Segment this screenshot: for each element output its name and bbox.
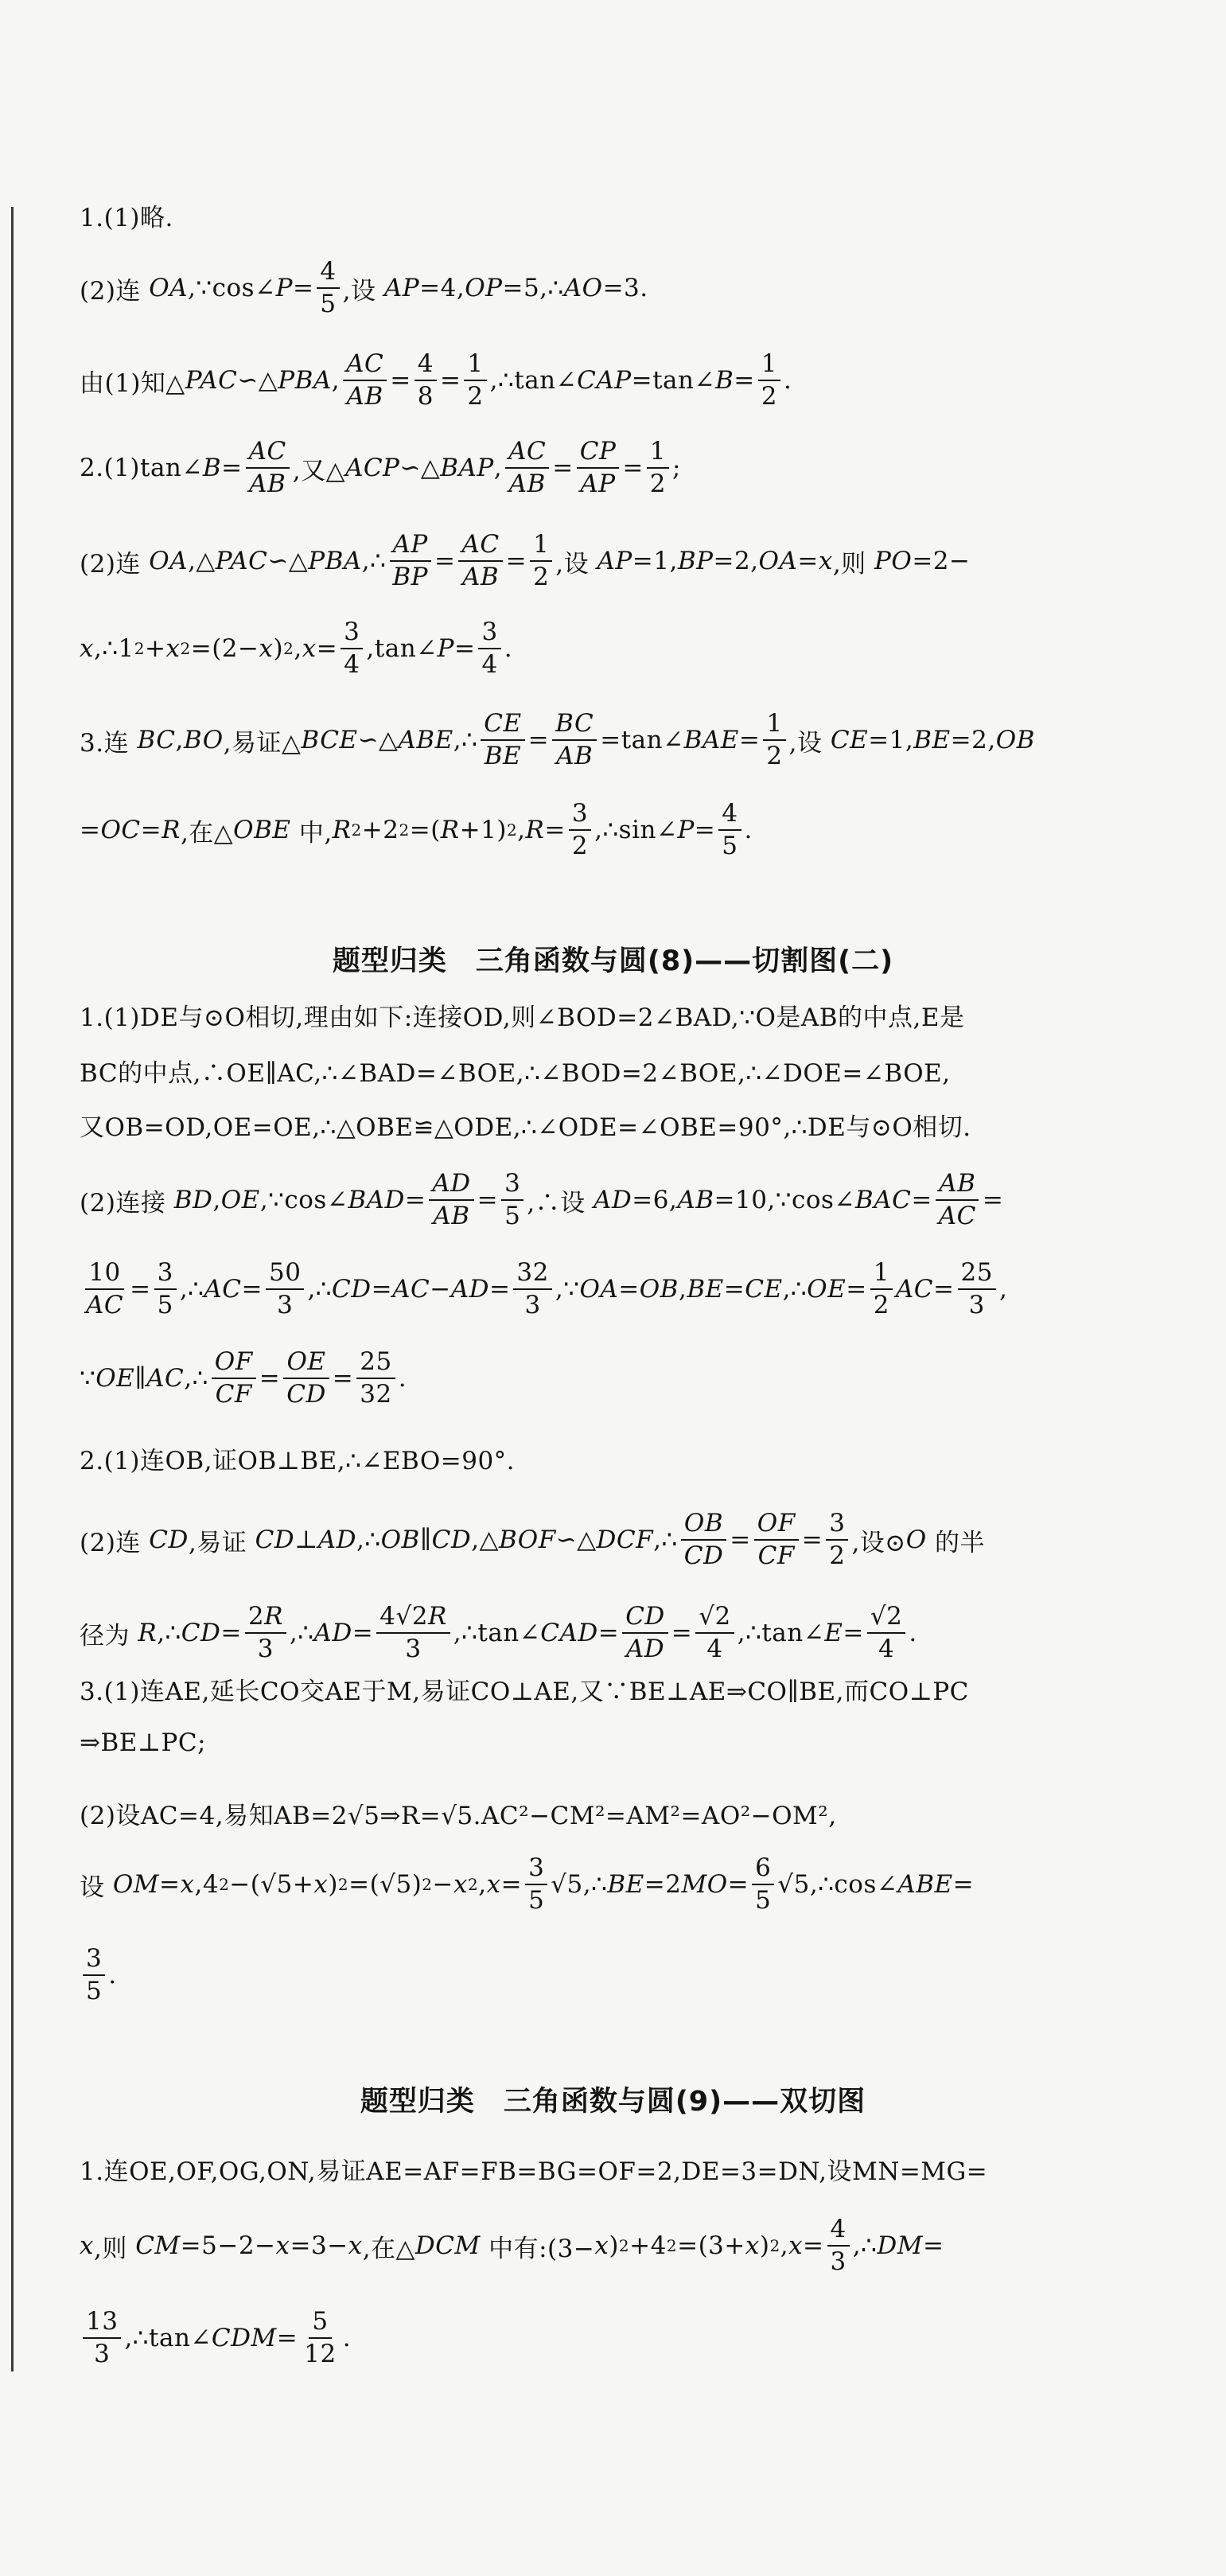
solution-line: $\frac{13}{3}$ ,∴tan∠ CDM = $\frac{5}{12}$ . [80,2306,1114,2370]
solution-line: 2.(1)tan∠ B = $\frac{AC}{AB}$ ,又△ ACP ∽△ BAP , $\frac{AC}{AB}$ = $\frac{CP}{AP}$ = $\frac{1}{2}$ ; [80,437,681,498]
solution-line: BC的中点,∴OE∥AC,∴∠BAD=∠BOE,∴∠BOD=2∠BOE,∴∠DOE=∠BOE, [80,1058,951,1088]
section-heading: 题型归类 三角函数与圆(8)——切割图(二) [332,945,894,977]
solution-line: 3.(1)连AE,延长CO交AE于M,易证CO⊥AE,又∵BE⊥AE⇒CO∥BE,而CO⊥PC [80,1677,969,1706]
solution-line: 设 OM = x ,4 2 −(√5+ x ) 2 =(√5) 2 − x 2 , x = $\frac{3}{5}$ √5,∴ BE =2 MO = $\frac{6}{5}$ √5,∴cos∠ ABE = [80,1853,975,1915]
solution-line: x ,∴1 2 + x 2 =(2− x ) 2 , x = $\frac{3}{4}$ ,tan∠ P = $\frac{3}{4}$ . [80,618,513,679]
solution-line: (2)连 OA ,∵cos∠ P = $\frac{4}{5}$ ,设 AP =4, OP =5,∴ AO =3. [80,257,648,318]
solution-line: (2)连 CD ,易证 CD ⊥ AD ,∴ OB ∥ CD ,△ BOF ∽△ DCF ,∴ $\frac{OB}{CD}$ = $\frac{OF}{CF}$ = $\frac{3}{2}$ ,设⊙ O 的半 [80,1509,986,1570]
solution-line: (2)连 OA ,△ PAC ∽△ PBA ,∴ $\frac{AP}{BP}$ = $\frac{AC}{AB}$ = $\frac{1}{2}$ ,设 AP =1, BP =2, OA = x ,则 PO =2− [80,530,971,591]
solution-line: ⇒BE⊥PC; [80,1728,207,1757]
solution-line: 1.连OE,OF,OG,ON,易证AE=AF=FB=BG=OF=2,DE=3=DN,设MN=MG= [80,2157,988,2186]
solution-line: 径为 R ,∴ CD = $\frac{2R}{3}$ ,∴ AD = $\frac{4√2R}{3}$ ,∴tan∠ CAD = $\frac{CD}{AD}$ = $\frac{√2}{4}$ ,∴tan∠ E = $\frac{√2}{4}$ . [80,1602,917,1663]
solution-line: 1.(1)略. [80,203,173,232]
solution-line: $\frac{10}{AC}$ = $\frac{3}{5}$ ,∴ AC = $\frac{50}{3}$ ,∴ CD = AC − AD = $\frac{32}{3}$ ,∵ OA = OB , BE = CE ,∴ OE = $\frac{1}{2}$ AC = $\frac{25}{3}$ , [86,1258,1008,1319]
solution-line: = OC = R ,在△ OBE 中, R 2 +2 2 =( R +1) 2 , R = $\frac{3}{2}$ ,∴sin∠ P = $\frac{4}{5}$ . [80,799,753,860]
solution-line: 由(1)知△ PAC ∽△ PBA , $\frac{AC}{AB}$ = $\frac{4}{8}$ = $\frac{1}{2}$ ,∴tan∠ CAP =tan∠ B = $\frac{1}{2}$ . [80,349,792,411]
solution-line: x ,则 CM =5−2− x =3− x ,在△ DCM 中有:(3− x ) 2 +4 2 =(3+ x ) 2 , x = $\frac{4}{3}$ ,∴ DM = [80,2215,944,2276]
solution-line: (2)连接 BD , OE ,∵cos∠ BAD = $\frac{AD}{AB}$ = $\frac{3}{5}$ ,∴设 AD =6, AB =10,∵cos∠ BAC = $\frac{AB}{AC}$ = [80,1169,1004,1230]
solution-line: 3.连 BC , BO ,易证△ BCE ∽△ ABE ,∴ $\frac{CE}{BE}$ = $\frac{BC}{AB}$ =tan∠ BAE = $\frac{1}{2}$ ,设 CE =1, BE =2, OB [80,709,1035,770]
section-heading: 题型归类 三角函数与圆(9)——双切图 [360,2086,866,2118]
solution-line: 1.(1)DE与⊙O相切,理由如下:连接OD,则∠BOD=2∠BAD,∵O是AB的中点,E是 [80,1003,965,1032]
solution-line: $\frac{3}{5}$ . [80,1943,1114,2007]
solution-line: 又OB=OD,OE=OE,∴△OBE≌△ODE,∴∠ODE=∠OBE=90°,∴DE与⊙O相切. [80,1113,971,1142]
solution-line: 2.(1)连OB,证OB⊥BE,∴∠EBO=90°. [80,1446,516,1475]
solution-line: (2)设AC=4,易知AB=2√5⇒R=√5.AC²−CM²=AM²=AO²−OM², [80,1801,837,1830]
page-left-edge [11,207,14,2371]
solution-line: ∵ OE ∥ AC ,∴ $\frac{OF}{CF}$ = $\frac{OE}{CD}$ = $\frac{25}{32}$ . [80,1347,407,1409]
